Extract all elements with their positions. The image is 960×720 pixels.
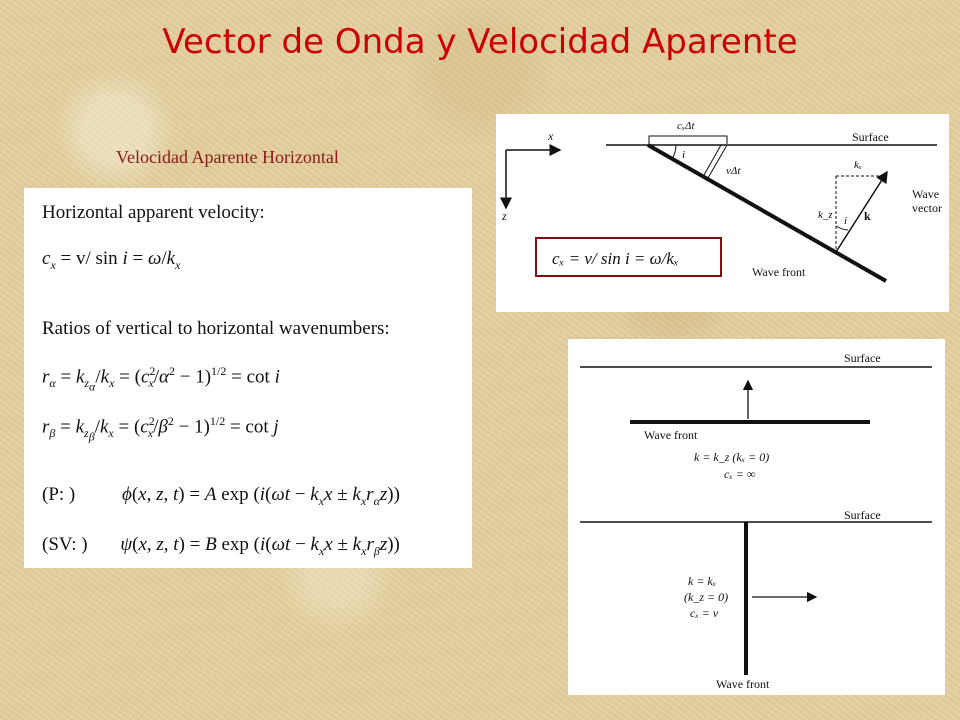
angle-i-label: i (682, 149, 686, 161)
surface-label: Surface (852, 130, 889, 144)
wave-front-label-bottom: Wave front (716, 677, 770, 691)
boxed-equation: cₓ = v/ sin i = ω/kₓ (552, 249, 679, 268)
wave-front-orientation-diagram (568, 339, 945, 695)
equation-r-alpha: $r_\alpha = k_{z_\alpha}/k_x = (c^2_x/\alpha^2 - 1)^{1/2} = \cot i$ (42, 364, 280, 394)
angle-arc (672, 145, 676, 159)
wave-front-label-top: Wave front (644, 428, 698, 442)
equation-sv-wave: (SV: ) ψ(x, z, t) = B $\exp (i(\omega t - k_xx \pm k_xr_\beta z))$ (42, 534, 400, 558)
section-subtitle: Velocidad Aparente Horizontal (116, 147, 339, 167)
k-equals-kx: k = kₓ (688, 574, 717, 588)
wave-vector-label-2: vector (912, 201, 942, 215)
cx-dt-bracket (649, 136, 727, 144)
p-label: (P: ) (42, 484, 76, 505)
equation-p-wave: (P: ) ϕ(x, z, t) = A $\exp (i(\omega t - k_xx \pm k_xr_\alpha z))$ (42, 484, 400, 508)
equation-r-beta: $r_\beta = k_{z_\beta}/k_x = (c^2_x/\beta^2 - 1)^{1/2} = \cot j$ (42, 414, 279, 444)
angle-i2-label: i (844, 215, 848, 227)
wave-vector-diagram (496, 114, 949, 312)
k-vector-arrow (836, 172, 887, 252)
equation-cx: $c_x = v/$ $\sin i = \omega/k_x$ (42, 248, 181, 272)
slide-title: Vector de Onda y Velocidad Aparente (162, 22, 798, 62)
z-axis-label: z (502, 209, 507, 223)
surface-label-top: Surface (844, 351, 881, 365)
kz-label: k_z (818, 209, 833, 221)
cx-infinity: cₓ = ∞ (724, 467, 756, 481)
kx-label: kₓ (854, 159, 863, 171)
cx-equals-v: cₓ = v (690, 606, 719, 620)
heading-wavenumber-ratios: Ratios of vertical to horizontal wavenumbers: (42, 318, 390, 339)
surface-label-bottom: Surface (844, 508, 881, 522)
kz-zero: (k_z = 0) (684, 590, 729, 604)
cx-dt-label: cₓΔt (677, 120, 695, 132)
wave-vector-label-1: Wave (912, 187, 940, 201)
v-dt-label: vΔt (726, 165, 741, 177)
wave-front-label: Wave front (752, 265, 806, 279)
x-axis-label: x (548, 129, 554, 143)
k-label: k (864, 209, 871, 223)
v-dt-marker (708, 145, 727, 178)
sv-label: (SV: ) (42, 534, 88, 555)
heading-apparent-velocity: Horizontal apparent velocity: (42, 202, 265, 223)
k-equals-kz: k = k_z (kₓ = 0) (694, 450, 770, 464)
equations-panel (24, 188, 472, 568)
